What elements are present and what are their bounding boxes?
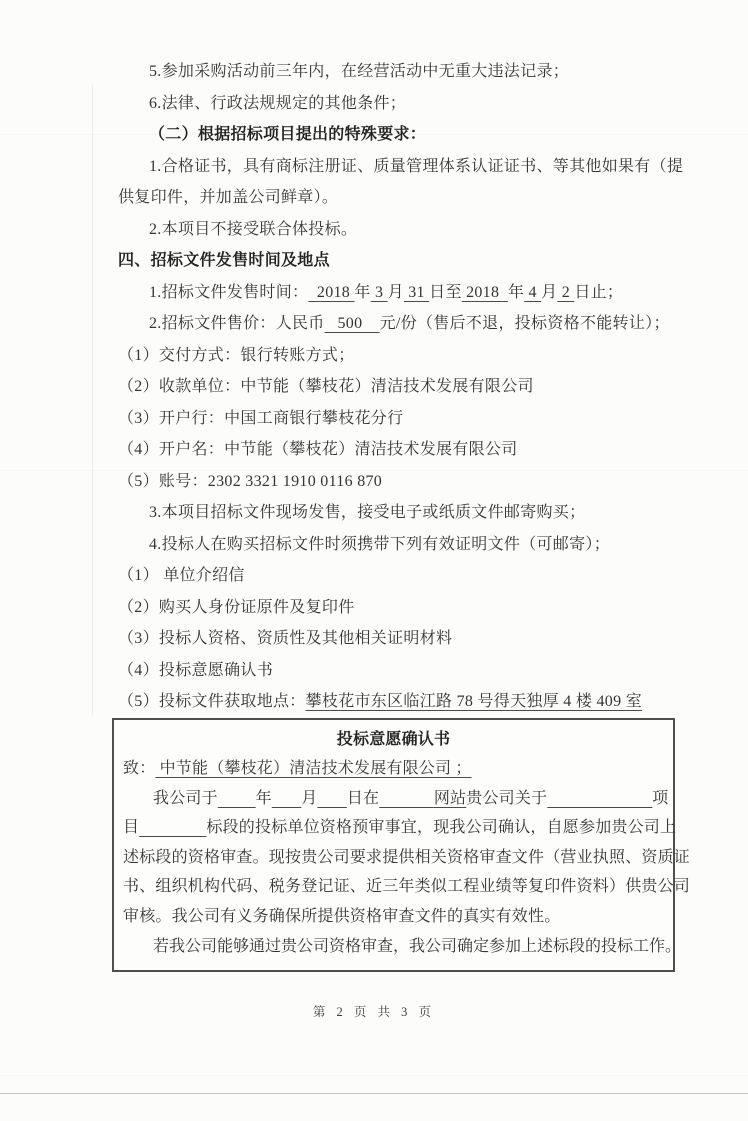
scan-bottom-edge — [0, 1093, 748, 1094]
confirmation-para1-line3: 述标段的资格审查。现按贵公司要求提供相关资格审查文件（营业执照、资质证 — [123, 848, 691, 866]
required-doc-2: （2）购买人身份证原件及复印件 — [118, 598, 355, 616]
confirmation-para1-line5: 审核。我公司有义务确保所提供资格审查文件的真实有效性。 — [123, 908, 561, 926]
sale-time-line — [118, 277, 678, 309]
month-char: 月 — [541, 283, 558, 301]
start-month-blank: 3 — [370, 283, 388, 301]
text-segment: 标段的投标单位资格预审事宜，现我公司确认，自愿参加贵公司上 — [206, 819, 677, 837]
bid-intent-confirmation-box — [112, 718, 691, 973]
website-word: 网站 — [433, 789, 467, 807]
no-joint-bid-clause: 2.本项目不接受联合体投标。 — [149, 220, 358, 238]
website-blank — [379, 790, 434, 807]
month-blank — [272, 790, 301, 807]
required-docs-intro: 4.投标人在购买招标文件时须携带下列有效证明文件（可邮寄）； — [149, 535, 611, 553]
confirmation-para1-line2 — [123, 813, 677, 843]
price-line — [118, 308, 678, 340]
sale-time-label: 1.招标文件发售时间： — [149, 283, 309, 301]
addressee-label: 致： — [123, 760, 156, 778]
year-char: 年 — [507, 283, 525, 301]
text-segment: 年 — [255, 789, 272, 807]
day-blank — [317, 790, 346, 807]
cert-clause-line2: 供复印件，并加盖公司鲜章）。 — [118, 189, 339, 206]
price-label: 2.招标文件售价：人民币 — [149, 315, 325, 332]
required-doc-3: （3）投标人资格、资质性及其他相关证明材料 — [118, 630, 453, 647]
confirmation-box-title: 投标意愿确认书 — [336, 730, 451, 748]
start-day-blank: 31 — [403, 283, 430, 301]
end-year-blank: 2018 — [461, 283, 508, 301]
payee-line: （2）收款单位：中节能（攀枝花）清洁技术发展有限公司 — [118, 378, 534, 395]
end-text: 日止； — [574, 283, 624, 301]
text-segment: 日在 — [346, 789, 380, 807]
end-day-blank: 2 — [557, 283, 575, 301]
to-text: 日至 — [429, 283, 462, 301]
addressee-company: 中节能（攀枝花）清洁技术发展有限公司 ； — [155, 760, 472, 778]
lot-blank — [139, 819, 206, 836]
onsite-sale-clause: 3.本项目招标文件现场发售，接受电子或纸质文件邮寄购买； — [149, 504, 586, 521]
scan-fold-line — [92, 85, 93, 715]
required-doc-1: （1） 单位介绍信 — [118, 567, 245, 584]
bank-line: （3）开户行：中国工商银行攀枝花分行 — [118, 409, 404, 427]
account-number-line: （5）账号：2302 3321 1910 0116 870 — [118, 472, 383, 490]
section-4-heading: 四、招标文件发售时间及地点 — [118, 252, 330, 269]
obtain-location-line — [118, 686, 678, 718]
confirmation-para1-line4: 书、组织机构代码、税务登记证、近三年类似工程业绩等复印件资料）供贵公司 — [123, 878, 691, 896]
text-segment: 月 — [301, 789, 318, 807]
document-body — [118, 56, 691, 972]
confirmation-para2: 若我公司能够通过贵公司资格审查，我公司确定参加上述标段的投标工作。 — [153, 937, 682, 955]
scan-streak — [0, 1075, 748, 1076]
text-segment: 贵公司关于 — [466, 789, 548, 807]
page-number-footer: 第 2 页 共 3 页 — [312, 1005, 436, 1019]
text-segment: 项 — [652, 789, 669, 807]
clause-5: 5.参加采购活动前三年内，在经营活动中无重大违法记录； — [149, 63, 570, 80]
cert-clause-line1: 1.合格证书，具有商标注册证、质量管理体系认证证书、等其他如果有（提 — [149, 157, 684, 175]
text-segment: 目 — [123, 819, 140, 837]
project-name-blank — [547, 790, 652, 807]
price-amount-blank: 500 — [324, 315, 380, 332]
obtain-location-label: （5）投标文件获取地点： — [118, 693, 306, 710]
text-segment: 我公司于 — [153, 789, 218, 807]
year-blank — [218, 790, 256, 807]
obtain-location-address: 攀枝花市东区临江路 78 号得天独厚 4 楼 409 室 — [305, 693, 643, 710]
required-doc-4: （4）投标意愿确认书 — [118, 661, 274, 679]
end-month-blank: 4 — [524, 283, 542, 301]
start-year-blank: 2018 — [308, 283, 355, 301]
year-char: 年 — [354, 283, 371, 301]
clause-6: 6.法律、行政法规规定的其他条件； — [149, 94, 407, 112]
month-char: 月 — [387, 283, 404, 301]
pay-method-line: （1）交付方式：银行转账方式； — [118, 346, 355, 364]
price-suffix: 元/份（售后不退，投标资格不能转让）； — [379, 315, 670, 332]
account-name-line: （4）开户名：中节能（攀枝花）清洁技术发展有限公司 — [118, 441, 518, 458]
special-requirements-heading: （二）根据招标项目提出的特殊要求： — [149, 126, 427, 143]
addressee-line — [123, 754, 664, 784]
confirmation-para1-line1 — [123, 784, 669, 814]
